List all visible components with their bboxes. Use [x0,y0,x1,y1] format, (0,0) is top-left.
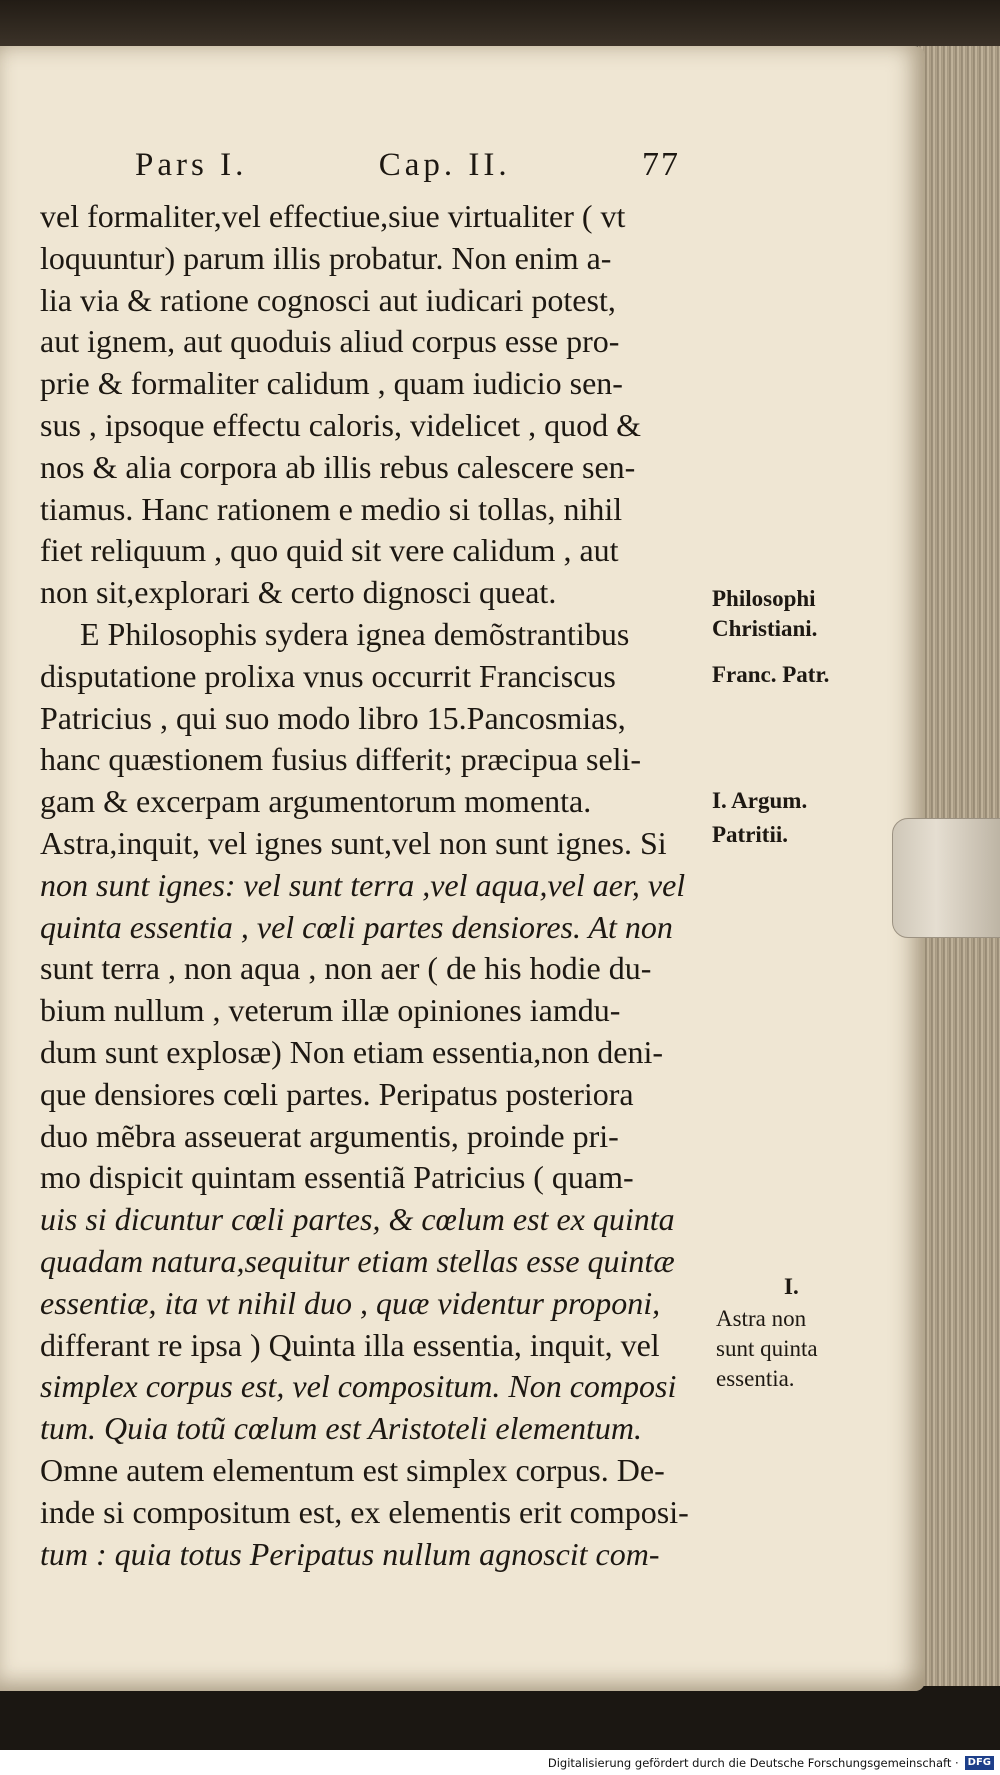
part-label: Pars [135,147,208,183]
bookmark-ribbon [892,818,1000,938]
text-line: non sit,explorari & certo dignosci queat. [40,574,557,611]
text-line: quadam natura,sequitur etiam stellas esse quintæ [40,1242,675,1279]
margin-notes [712,0,922,1700]
text-line: inde si compositum est, ex elementis erit composi- [40,1493,689,1530]
text-line: Patricius , qui suo modo libro 15.Pancosmias, [40,699,626,736]
margin-note: I. [784,1274,799,1299]
text-line: fiet reliquum , quo quid sit vere calidum , aut [40,532,619,569]
running-head-part [135,147,247,184]
digitization-footer [0,1750,1000,1775]
margin-note: I. Argum. [712,788,808,813]
margin-note: Christiani. [712,616,818,641]
text-line: uis si dicuntur cœli partes, & cœlum est ex quinta [40,1201,675,1238]
text-line: aut ignem, aut quoduis aliud corpus esse pro- [40,323,620,360]
chapter-label: Cap. [378,147,457,183]
running-head [135,146,680,196]
margin-note: essentia. [716,1366,795,1391]
text-line: bium nullum , veterum illæ opiniones iamdu- [40,992,621,1029]
margin-note: Philosophi [712,586,816,611]
part-number: I. [220,147,248,183]
text-line: gam & excerpam argumentorum momenta. [40,783,592,820]
margin-note: sunt quinta [716,1336,818,1361]
text-line: E Philosophis sydera ignea demõstrantibus [80,615,630,652]
text-line: sunt terra , non aqua , non aer ( de his hodie du- [40,950,652,987]
margin-note: Astra non [716,1306,807,1331]
text-line: non sunt ignes: vel sunt terra ,vel aqua,vel aer, vel [40,866,686,903]
page-number: 77 [642,146,680,183]
text-line: lia via & ratione cognosci aut iudicari potest, [40,281,616,318]
margin-note: Patritii. [712,822,788,847]
text-line: prie & formaliter calidum , quam iudicio sen- [40,365,623,402]
text-line: que densiores cœli partes. Peripatus posteriora [40,1075,634,1112]
text-line: simplex corpus est, vel compositum. Non composi [40,1368,677,1405]
text-line: quinta essentia , vel cœli partes densiores. At non [40,908,673,945]
text-line: loquuntur) parum illis probatur. Non enim a- [40,239,612,276]
text-line: nos & alia corpora ab illis rebus calescere sen- [40,448,636,485]
text-line: duo mẽbra asseuerat argumentis, proinde pri- [40,1117,619,1154]
text-line: Omne autem elementum est simplex corpus. De- [40,1451,665,1488]
text-line: sus , ipsoque effectu caloris, videlicet , quod & [40,406,642,443]
text-line: tiamus. Hanc rationem e medio si tollas, nihil [40,490,623,527]
margin-note: Franc. Patr. [712,662,830,687]
text-line: mo dispicit quintam essentiã Patricius ( quam- [40,1159,634,1196]
text-line: tum. Quia totũ cœlum est Aristoteli elementum. [40,1410,643,1447]
footer-credit: Digitalisierung gefördert durch die Deutsche Forschungsgemeinschaft · [547,1755,959,1770]
text-line: tum : quia totus Peripatus nullum agnoscit com- [40,1535,660,1572]
text-line: disputatione prolixa vnus occurrit Franciscus [40,657,616,694]
chapter-number: II. [468,147,511,183]
main-text-block [40,196,720,1575]
text-line: dum sunt explosæ) Non etiam essentia,non deni- [40,1033,664,1070]
text-line: essentiæ, ita vt nihil duo , quæ videntur proponi, [40,1284,661,1321]
text-line: hanc quæstionem fusius differit; præcipua seli- [40,741,642,778]
text-line: differant re ipsa ) Quinta illa essentia, inquit, vel [40,1326,660,1363]
text-line: Astra,inquit, vel ignes sunt,vel non sunt ignes. Si [40,824,667,861]
running-head-chapter [379,147,511,184]
text-line: vel formaliter,vel effectiue,siue virtualiter ( vt [40,198,626,234]
dfg-logo: DFG [965,1756,994,1770]
